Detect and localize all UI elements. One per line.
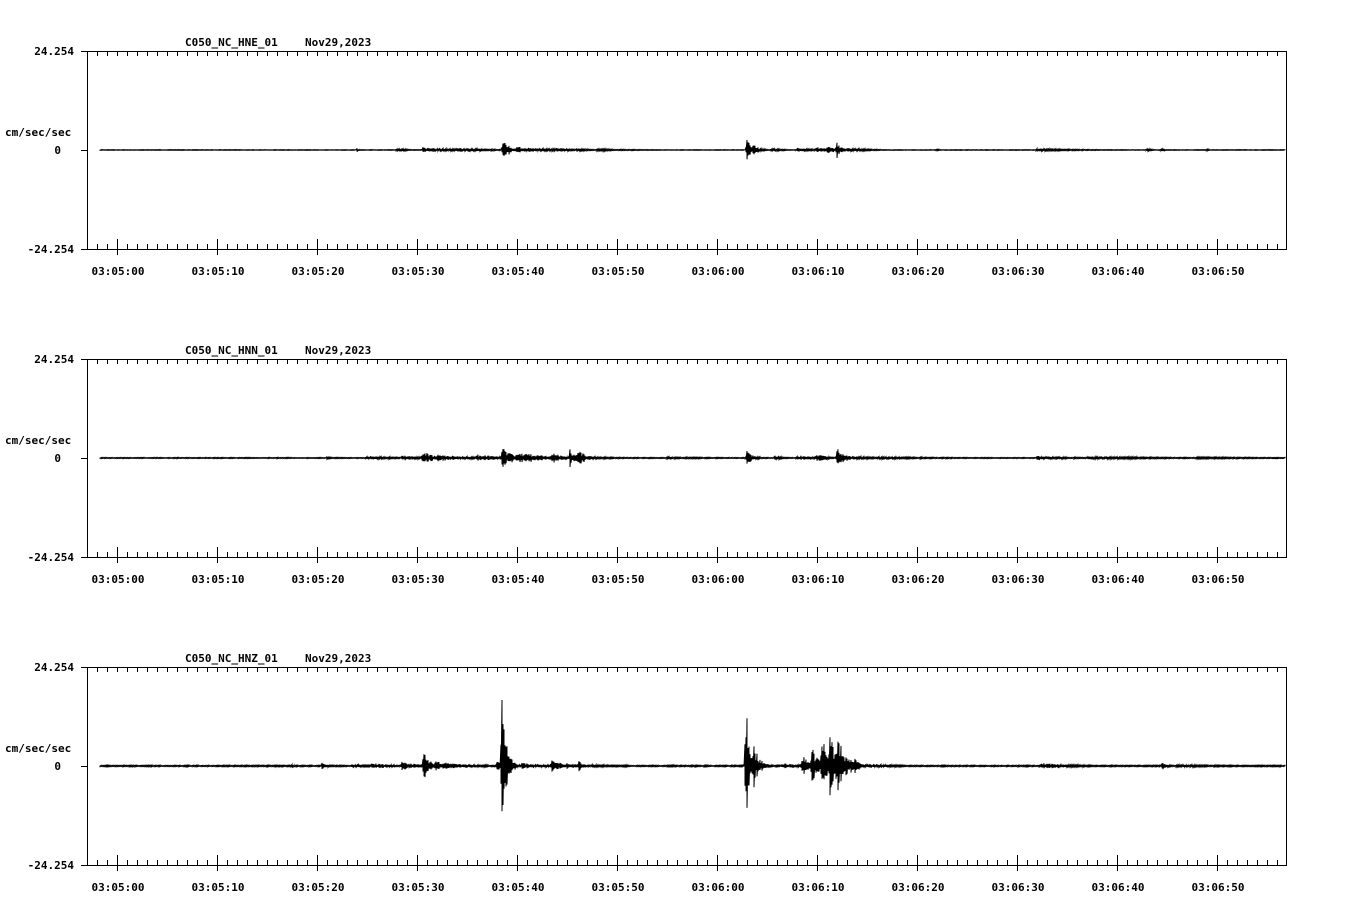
x-tick-label: 03:05:30 [391, 265, 445, 278]
x-tick-label: 03:05:40 [491, 881, 545, 894]
y-axis-label: cm/sec/sec [5, 434, 72, 447]
y-tick-label: -24.254 [27, 551, 74, 564]
x-tick-label: 03:05:10 [191, 573, 245, 586]
waveform-trace [100, 140, 1285, 159]
x-tick-label: 03:05:10 [191, 265, 245, 278]
x-tick-label: 03:06:50 [1191, 881, 1245, 894]
x-tick-label: 03:05:50 [591, 881, 645, 894]
x-tick-label: 03:05:30 [391, 881, 445, 894]
y-tick-label: 24.254 [34, 45, 74, 58]
y-tick-label: -24.254 [27, 243, 74, 256]
x-tick-label: 03:05:10 [191, 881, 245, 894]
x-tick-label: 03:05:00 [91, 573, 145, 586]
y-axis-label: cm/sec/sec [5, 742, 72, 755]
x-tick-label: 03:05:00 [91, 881, 145, 894]
y-tick-label: 0 [54, 760, 61, 773]
x-tick-label: 03:05:20 [291, 573, 345, 586]
x-tick-label: 03:06:50 [1191, 573, 1245, 586]
x-tick-label: 03:06:20 [891, 573, 945, 586]
seismogram-panel-1 [5, 36, 1287, 278]
x-tick-label: 03:06:40 [1091, 881, 1145, 894]
x-tick-label: 03:06:50 [1191, 265, 1245, 278]
x-tick-label: 03:06:10 [791, 573, 845, 586]
x-tick-label: 03:05:20 [291, 881, 345, 894]
x-tick-label: 03:06:00 [691, 573, 745, 586]
y-tick-label: -24.254 [27, 859, 74, 872]
x-tick-label: 03:05:00 [91, 265, 145, 278]
x-tick-label: 03:06:40 [1091, 573, 1145, 586]
x-tick-label: 03:06:30 [991, 881, 1045, 894]
x-tick-label: 03:05:40 [491, 265, 545, 278]
x-tick-label: 03:06:00 [691, 265, 745, 278]
seismogram-panel-2 [5, 344, 1287, 586]
waveform-trace [100, 449, 1285, 467]
x-tick-label: 03:06:20 [891, 265, 945, 278]
x-tick-label: 03:06:00 [691, 881, 745, 894]
x-tick-label: 03:05:30 [391, 573, 445, 586]
x-tick-label: 03:05:50 [591, 573, 645, 586]
y-tick-label: 0 [54, 144, 61, 157]
x-tick-label: 03:06:10 [791, 881, 845, 894]
date-label: Nov29,2023 [305, 344, 372, 357]
x-tick-label: 03:06:10 [791, 265, 845, 278]
x-tick-label: 03:05:40 [491, 573, 545, 586]
date-label: Nov29,2023 [305, 36, 372, 49]
y-tick-label: 24.254 [34, 353, 74, 366]
x-tick-label: 03:05:50 [591, 265, 645, 278]
x-tick-label: 03:06:40 [1091, 265, 1145, 278]
x-tick-label: 03:05:20 [291, 265, 345, 278]
channel-title: C050_NC_HNN_01 [185, 344, 278, 357]
x-tick-label: 03:06:30 [991, 573, 1045, 586]
y-axis-label: cm/sec/sec [5, 126, 72, 139]
y-tick-label: 0 [54, 452, 61, 465]
x-tick-label: 03:06:20 [891, 881, 945, 894]
seismogram-panel-3 [5, 652, 1287, 894]
x-tick-label: 03:06:30 [991, 265, 1045, 278]
channel-title: C050_NC_HNE_01 [185, 36, 278, 49]
y-tick-label: 24.254 [34, 661, 74, 674]
waveform-trace [100, 700, 1285, 811]
channel-title: C050_NC_HNZ_01 [185, 652, 278, 665]
date-label: Nov29,2023 [305, 652, 372, 665]
